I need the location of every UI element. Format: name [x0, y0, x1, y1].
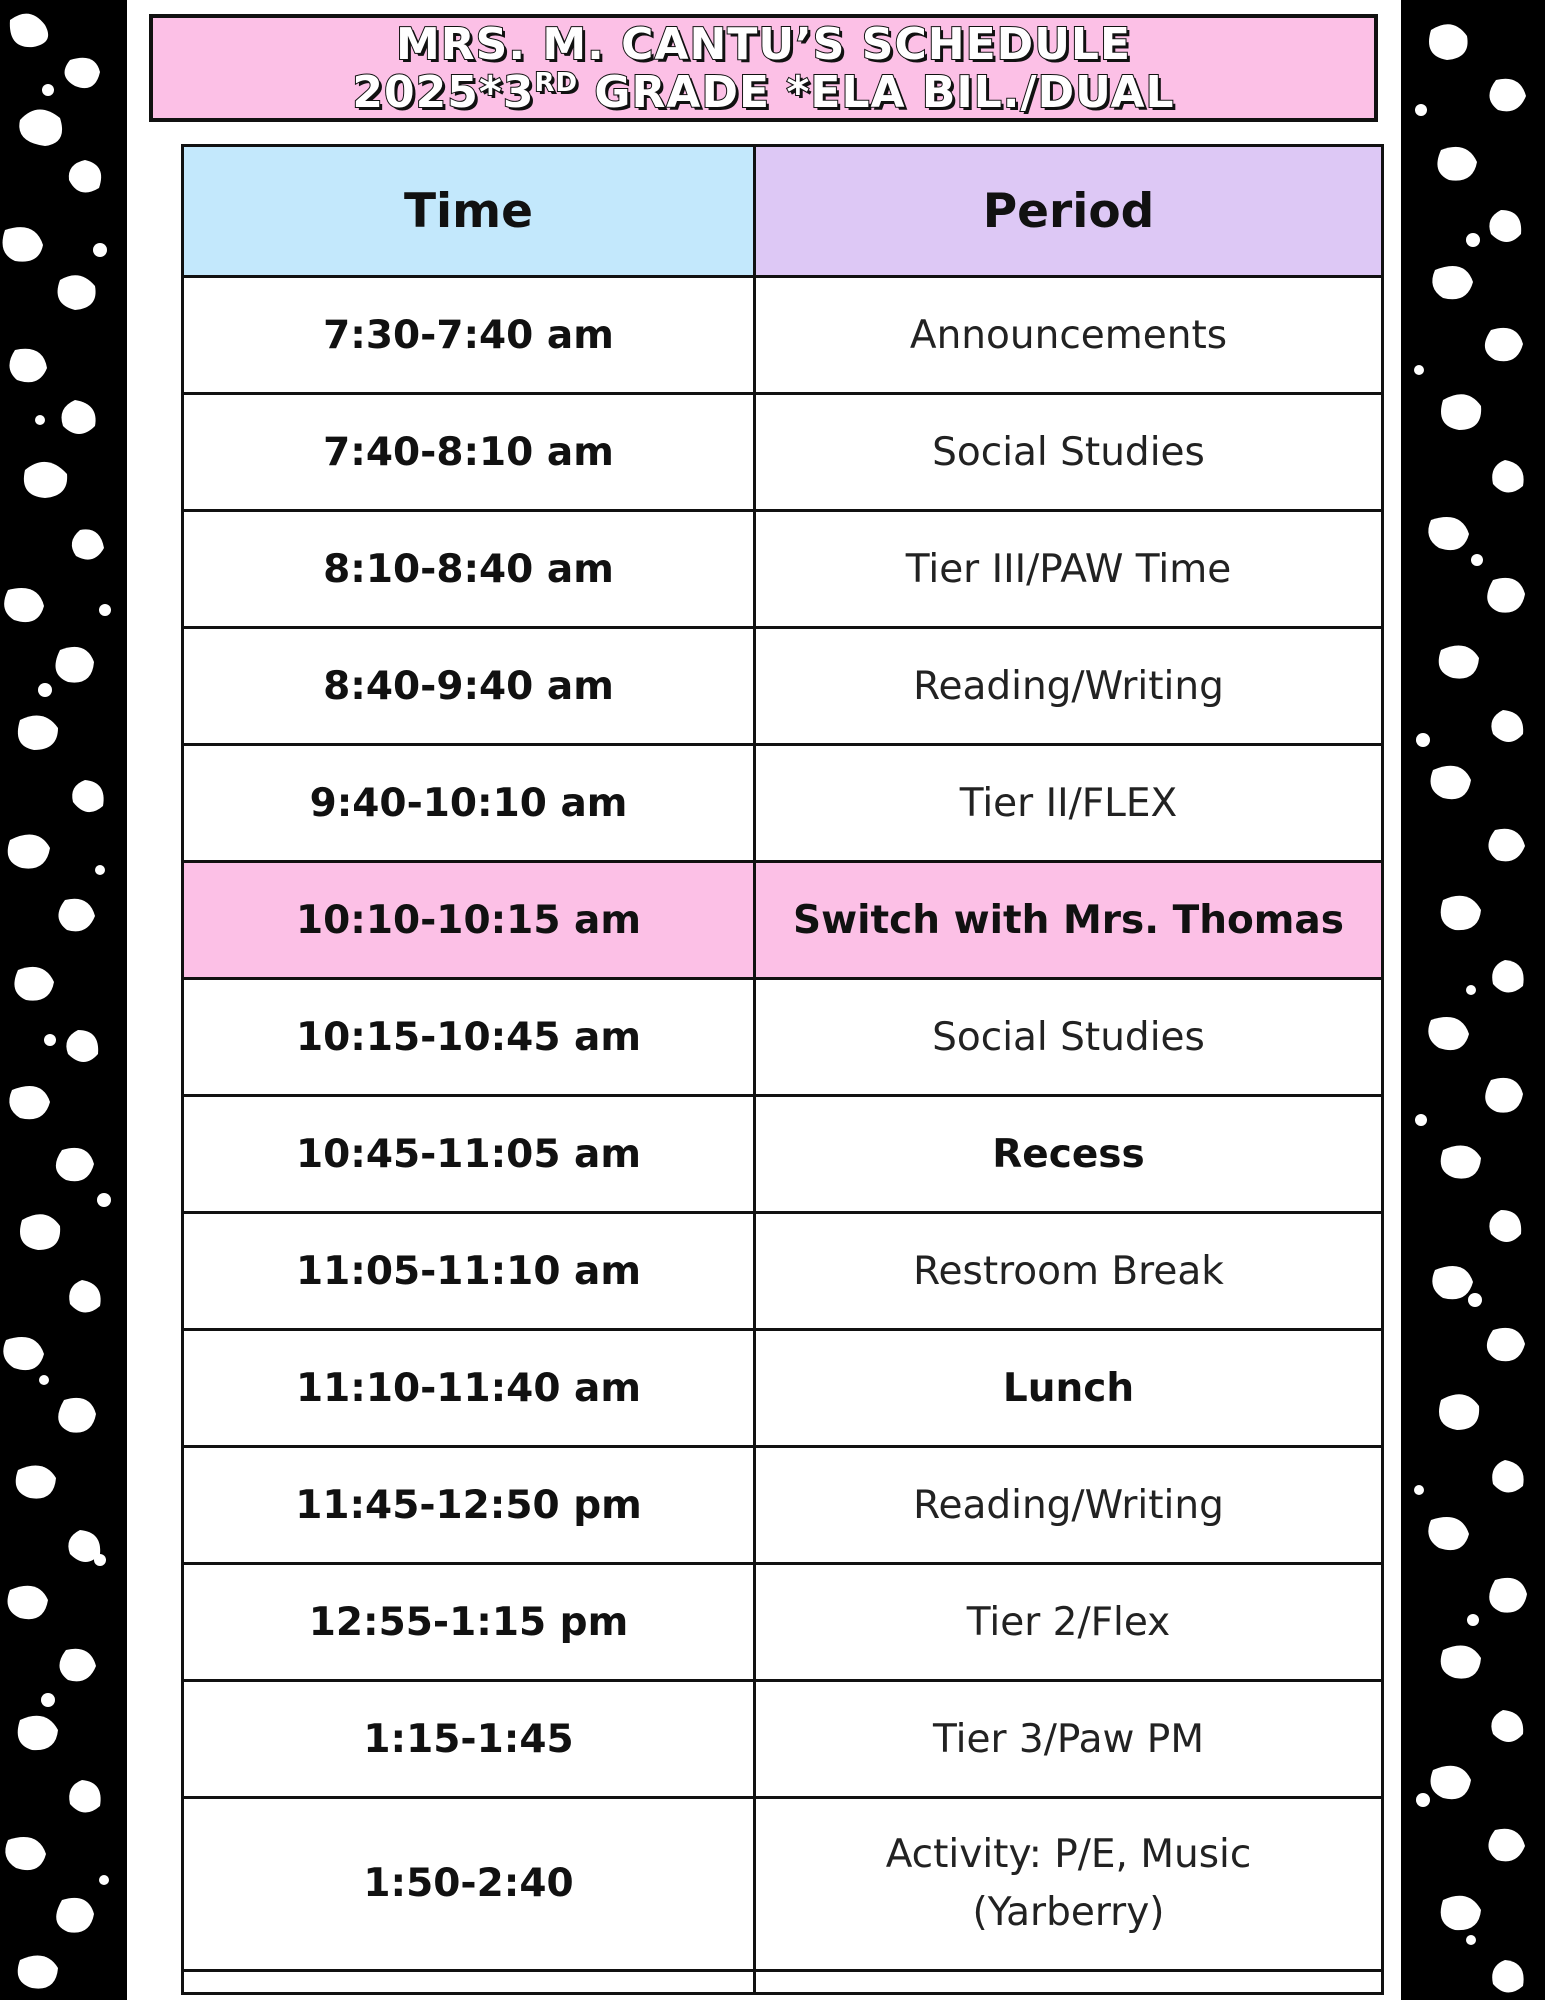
- table-row: [183, 979, 1383, 1096]
- table-row: [183, 1564, 1383, 1681]
- period-cell: Tier III/PAW Time: [755, 511, 1383, 628]
- time-cell: 1:15-1:45: [183, 1681, 755, 1798]
- period-cell: Lunch: [755, 1330, 1383, 1447]
- period-cell: Social Studies: [755, 979, 1383, 1096]
- period-cell: Announcements: [755, 277, 1383, 394]
- time-cell: 7:30-7:40 am: [183, 277, 755, 394]
- table-row: [183, 1213, 1383, 1330]
- composition-pattern-right: [1401, 0, 1545, 2000]
- period-cell: Social Studies: [755, 394, 1383, 511]
- period-line: (Yarberry): [972, 1890, 1165, 1935]
- table-row: [183, 1330, 1383, 1447]
- period-cell: Tier 2/Flex: [755, 1564, 1383, 1681]
- time-cell: 7:40-8:10 am: [183, 394, 755, 511]
- title-banner: [149, 14, 1378, 122]
- time-cell: 8:40-9:40 am: [183, 628, 755, 745]
- table-row: [183, 1447, 1383, 1564]
- empty-cell: [755, 1971, 1383, 1994]
- period-cell: [755, 1798, 1383, 1971]
- time-column-header: Time: [183, 146, 755, 277]
- composition-pattern-left: [0, 0, 127, 2000]
- schedule-table: [181, 144, 1384, 1995]
- table-row: [183, 862, 1383, 979]
- period-cell: Tier II/FLEX: [755, 745, 1383, 862]
- page-subtitle: [153, 69, 1374, 117]
- table-row: [183, 511, 1383, 628]
- table-row: [183, 1096, 1383, 1213]
- table-row: [183, 745, 1383, 862]
- table-row-partial: [183, 1971, 1383, 1994]
- table-row: [183, 628, 1383, 745]
- time-cell: 8:10-8:40 am: [183, 511, 755, 628]
- empty-cell: [183, 1971, 755, 1994]
- table-row: [183, 1681, 1383, 1798]
- period-column-header: Period: [755, 146, 1383, 277]
- table-row: [183, 1798, 1383, 1971]
- time-cell: 11:10-11:40 am: [183, 1330, 755, 1447]
- period-cell: Tier 3/Paw PM: [755, 1681, 1383, 1798]
- table-row: [183, 394, 1383, 511]
- time-cell: 10:15-10:45 am: [183, 979, 755, 1096]
- page-title: MRS. M. CANTU’S SCHEDULE: [395, 19, 1132, 70]
- time-cell: 10:10-10:15 am: [183, 862, 755, 979]
- time-cell: 9:40-10:10 am: [183, 745, 755, 862]
- period-cell: Reading/Writing: [755, 1447, 1383, 1564]
- period-cell: Reading/Writing: [755, 628, 1383, 745]
- period-line: Activity: P/E, Music: [885, 1832, 1252, 1877]
- schedule-body: [183, 277, 1383, 1994]
- table-row: [183, 277, 1383, 394]
- period-cell: Restroom Break: [755, 1213, 1383, 1330]
- time-cell: 12:55-1:15 pm: [183, 1564, 755, 1681]
- time-cell: 11:05-11:10 am: [183, 1213, 755, 1330]
- period-cell: Switch with Mrs. Thomas: [755, 862, 1383, 979]
- time-cell: 10:45-11:05 am: [183, 1096, 755, 1213]
- time-cell: 11:45-12:50 pm: [183, 1447, 755, 1564]
- time-cell: 1:50-2:40: [183, 1798, 755, 1971]
- header-row: [183, 146, 1383, 277]
- period-cell: Recess: [755, 1096, 1383, 1213]
- subtitle-suffix: GRADE *ELA BIL./DUAL: [578, 67, 1175, 118]
- subtitle-prefix: 2025*3: [352, 67, 535, 118]
- subtitle-ordinal: RD: [534, 68, 579, 98]
